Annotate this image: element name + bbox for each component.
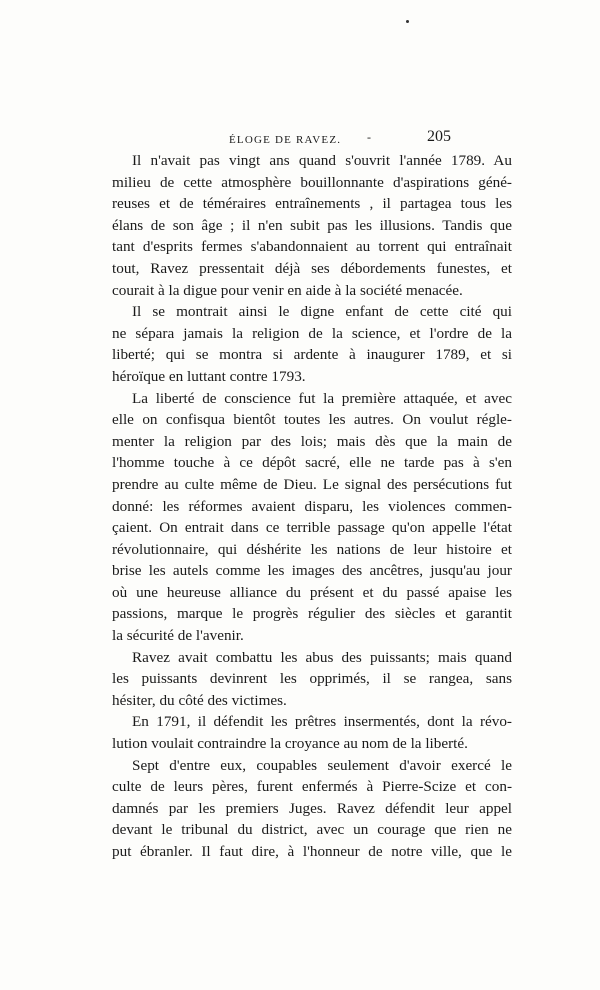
text-line: l'homme touche à ce dépôt sacré, elle ne tarde pas à s'en bbox=[112, 454, 512, 472]
body-text bbox=[112, 150, 512, 863]
text-line: Sept d'entre eux, coupables seulement d'avoir exercé le bbox=[132, 756, 512, 774]
text-line: Il n'avait pas vingt ans quand s'ouvrit l'année 1789. Au bbox=[132, 152, 512, 169]
page-number: 205 bbox=[427, 128, 451, 145]
text-line: prendre au culte même de Dieu. Le signal des persécutions fut bbox=[112, 475, 512, 493]
text-line: ne sépara jamais la religion de la science, et l'ordre de la bbox=[112, 324, 512, 342]
text-line: hésiter, du côté des victimes. bbox=[112, 691, 287, 709]
text-line: Il se montrait ainsi le digne enfant de cette cité qui bbox=[132, 303, 512, 321]
text-line: çaient. On entrait dans ce terrible passage qu'on appelle l'état bbox=[112, 519, 512, 537]
text-line: passions, marque le progrès régulier des siècles et garantit bbox=[112, 605, 512, 623]
text-line: liberté; qui se montra si ardente à inaugurer 1789, et si bbox=[112, 346, 512, 364]
paragraph bbox=[112, 711, 512, 754]
running-header bbox=[112, 128, 512, 150]
text-line: damnés par les premiers Juges. Ravez défendit leur appel bbox=[112, 799, 512, 817]
paragraph bbox=[112, 647, 512, 712]
ink-speck bbox=[406, 20, 409, 23]
text-line: brise les autels comme les images des ancêtres, jusqu'au jour bbox=[112, 562, 512, 580]
text-line: où une heureuse alliance du présent et du passé apaise les bbox=[112, 583, 512, 601]
paragraph bbox=[112, 150, 512, 301]
text-line: les puissants devinrent les opprimés, il se rangea, sans bbox=[112, 670, 512, 688]
text-line: La liberté de conscience fut la première attaquée, et avec bbox=[132, 389, 512, 407]
text-line: donné: les réformes avaient disparu, les violences commen- bbox=[112, 497, 512, 515]
text-line: la sécurité de l'avenir. bbox=[112, 627, 244, 645]
text-line: Ravez avait combattu les abus des puissants; mais quand bbox=[132, 648, 512, 666]
paragraph bbox=[112, 388, 512, 647]
text-line: put ébranler. Il faut dire, à l'honneur de notre ville, que le bbox=[112, 843, 512, 860]
text-line: En 1791, il défendit les prêtres insermentés, dont la révo- bbox=[132, 713, 512, 731]
running-title: ÉLOGE DE RAVEZ. bbox=[229, 134, 342, 146]
text-line: menter la religion par des lois; mais dès que la main de bbox=[112, 432, 512, 450]
header-dash: - bbox=[367, 130, 371, 144]
paragraph bbox=[112, 301, 512, 387]
text-line: lution voulait contraindre la croyance au nom de la liberté. bbox=[112, 735, 468, 753]
text-line: tout, Ravez pressentait déjà ses débordements funestes, et bbox=[112, 259, 512, 277]
text-line: elle on confisqua bientôt toutes les autres. On voulut régle- bbox=[112, 411, 512, 429]
text-line: milieu de cette atmosphère bouillonnante d'aspirations géné- bbox=[112, 173, 512, 191]
text-line: culte de leurs pères, furent enfermés à Pierre-Scize et con- bbox=[112, 778, 512, 796]
text-line: élans de son âge ; il n'en subit pas les illusions. Tandis que bbox=[112, 216, 512, 234]
text-line: tant d'esprits fermes s'abandonnaient au torrent qui entraînait bbox=[112, 238, 512, 256]
text-line: devant le tribunal du district, avec un courage que rien ne bbox=[112, 821, 512, 839]
text-line: révolutionnaire, qui déshérite les nations de leur histoire et bbox=[112, 540, 512, 558]
text-line: héroïque en luttant contre 1793. bbox=[112, 367, 306, 385]
paragraph bbox=[112, 755, 512, 863]
text-line: courait à la digue pour venir en aide à la société menacée. bbox=[112, 281, 463, 299]
text-line: reuses et de téméraires entraînements , il partagea tous les bbox=[112, 195, 512, 213]
